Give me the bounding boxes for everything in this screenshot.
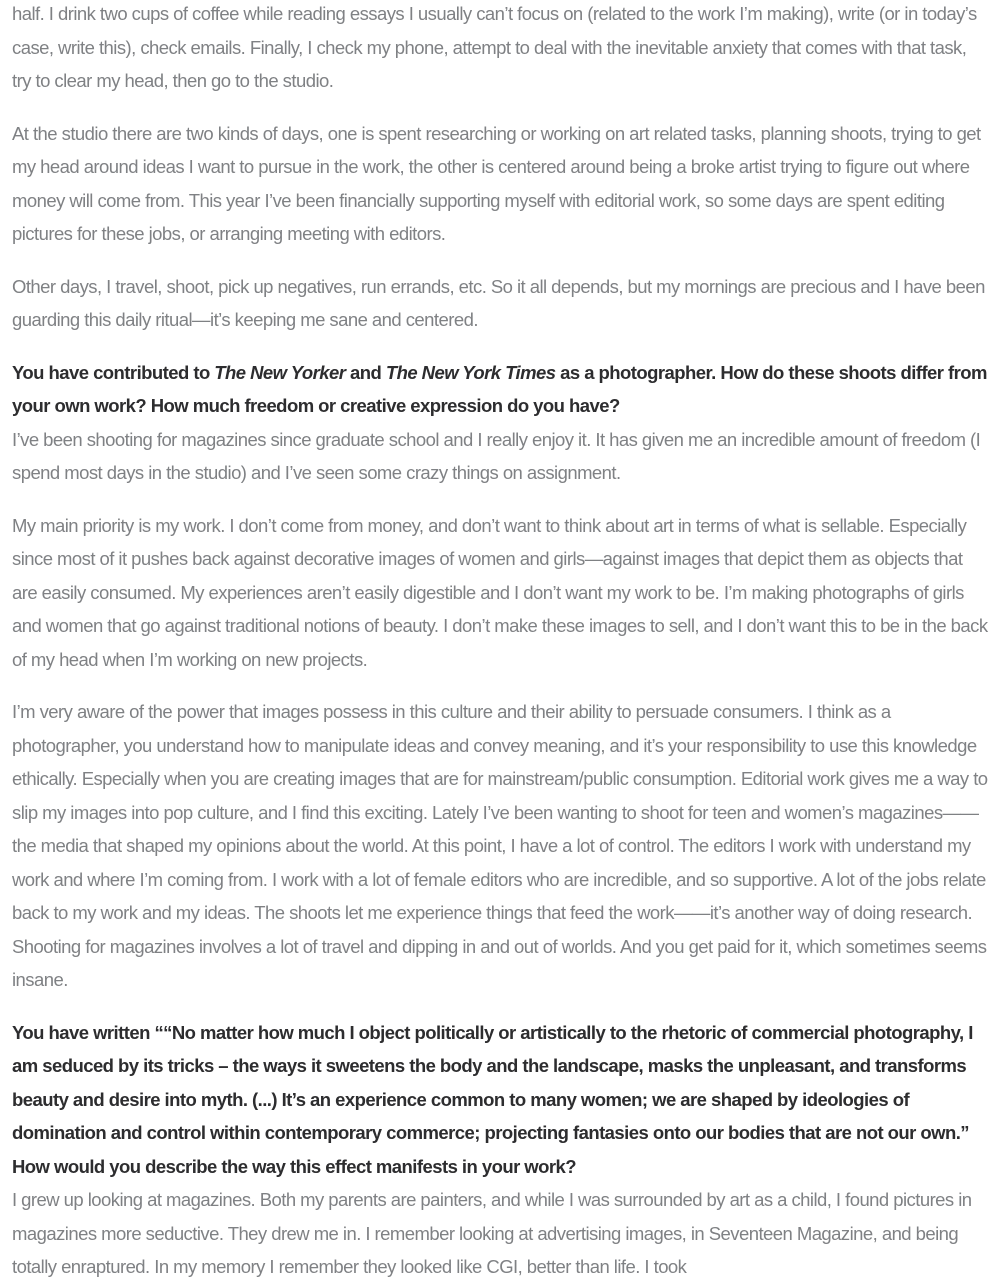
text-segment: Other days, I travel, shoot, pick up negatives, run errands, etc. So it all depends, but my mornings are precious and I have been guarding this daily ritual—it’s keeping me sane and centered. bbox=[12, 275, 985, 330]
text-segment: My main priority is my work. I don’t come from money, and don’t want to think about art in terms of what is sellable. Especially since most of it pushes back against decorative images of women and girls—against images that depict them as objects that are easily consumed. My experiences aren’t easily digestible and I don’t want my work to be. I’m making photographs of girls and women that go against traditional notions of beauty. I don’t make these images to sell, and I don’t want this to be in the back of my head when I’m working on new projects. bbox=[12, 514, 988, 670]
interview-answer-paragraph bbox=[12, 509, 988, 677]
text-segment: I’m very aware of the power that images possess in this culture and their ability to persuade consumers. I think as a photographer, you understand how to manipulate ideas and convey meaning, and it’s your responsibility to use this knowledge ethically. Especially when you are creating images that are for mainstream/public consumption. Editorial work gives me a way to slip my images into pop culture, and I find this exciting. Lately I’ve been wanting to shoot for teen and women’s magazines——the media that shaped my opinions about the world. At this point, I have a lot of control. The editors I work with understand my work and where I’m coming from. I work with a lot of female editors who are incredible, and so supportive. A lot of the jobs relate back to my work and my ideas. The shoots let me experience things that feed the work——it’s another way of doing research. Shooting for magazines involves a lot of travel and dipping in and out of worlds. And you get paid for it, which sometimes seems insane. bbox=[12, 701, 988, 990]
interview-answer-paragraph bbox=[12, 0, 988, 98]
text-segment: I grew up looking at magazines. Both my parents are painters, and while I was surrounded by art as a child, I found pictures in magazines more seductive. They drew me in. I remember looking at advertising images, in Seventeen Magazine, and being totally enraptured. In my memory I remember they looked like CGI, better than life. I took bbox=[12, 1189, 972, 1277]
interview-answer-paragraph bbox=[12, 423, 988, 490]
interview-answer-paragraph bbox=[12, 117, 988, 251]
text-segment: You have written ““No matter how much I object politically or artistically to the rhetoric of commercial photography, I am seduced by its tricks – the ways it sweetens the body and the landscape, masks the unpleasant, and transforms beauty and desire into myth. (...) It’s an experience common to many women; we are shaped by ideologies of domination and control within contemporary commerce; projecting fantasies onto our bodies that are not our own.” How would you describe the way this effect manifests in your work? bbox=[12, 1021, 973, 1177]
interview-answer-paragraph bbox=[12, 695, 988, 997]
interview-question bbox=[12, 356, 988, 423]
interview-answer-paragraph bbox=[12, 1183, 988, 1284]
text-segment: You have contributed to bbox=[12, 361, 215, 383]
text-segment: half. I drink two cups of coffee while reading essays I usually can’t focus on (related to the work I’m making), write (or in today’s case, write this), check emails. Finally, I check my phone, attempt to deal with the inevitable anxiety that comes with that task, try to clear my head, then go to the studio. bbox=[12, 3, 977, 91]
publication-name-italic: The New Yorker bbox=[214, 361, 346, 383]
text-segment: as a photographer. How do these shoots differ from your own work? How much freedom or creative expression do you have? bbox=[12, 361, 987, 416]
interview-question bbox=[12, 1016, 988, 1184]
text-segment: At the studio there are two kinds of days, one is spent researching or working on art related tasks, planning shoots, trying to get my head around ideas I want to pursue in the work, the other is centered around being a broke artist trying to figure out where money will come from. This year I’ve been financially supporting myself with editorial work, so some days are spent editing pictures for these jobs, or arranging meeting with editors. bbox=[12, 122, 981, 244]
text-segment: and bbox=[345, 361, 386, 383]
publication-name-italic: The New York Times bbox=[385, 361, 556, 383]
interview-answer-paragraph bbox=[12, 270, 988, 337]
text-segment: I’ve been shooting for magazines since graduate school and I really enjoy it. It has given me an incredible amount of freedom (I spend most days in the studio) and I’ve seen some crazy things on assignment. bbox=[12, 428, 981, 483]
